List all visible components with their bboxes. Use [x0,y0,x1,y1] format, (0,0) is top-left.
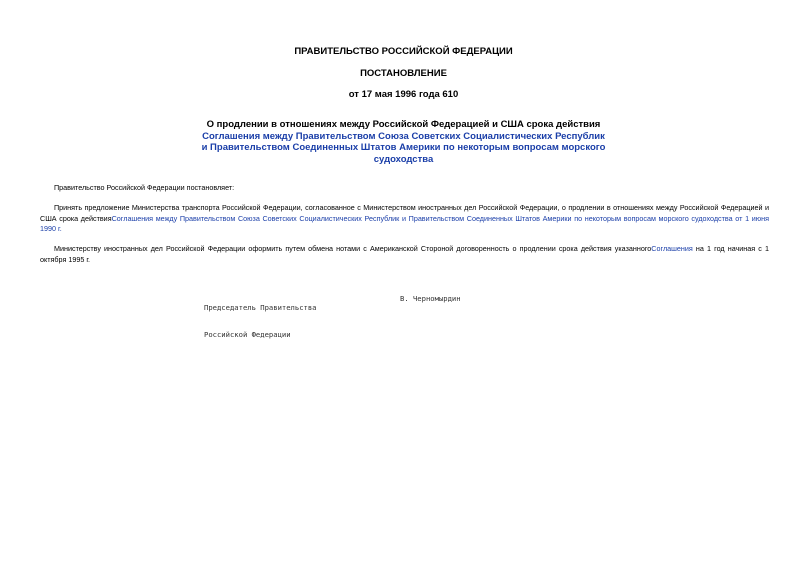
paragraph-text: Министерству иностранных дел Российской Федерации оформить путем обмена нотами с Американской Стороной договоренность о продлении срока действия указанного [54,244,652,253]
agreement-short-link[interactable]: Соглашения [651,244,693,253]
document-type: ПОСТАНОВЛЕНИЕ [360,68,447,79]
agreement-link[interactable]: Соглашения между Правительством Союза Советских Социалистических Республик и Правительством Соединенных Штатов Америки по некоторым вопросам морского судоходства от 1 июня 1990 г. [40,213,769,234]
signature-title-line1: Председатель Правительства [204,303,317,312]
title-agreement-link[interactable]: Соглашения между Правительством Союза Советских Социалистических Республик и Правительством Соединенных Штатов Америки по некоторым вопросам морского судоходства [201,130,606,165]
government-header: ПРАВИТЕЛЬСТВО РОССИЙСКОЙ ФЕДЕРАЦИИ [294,46,513,57]
paragraph-tail: на 1 год начиная с 1 октября 1995 г. [40,244,769,264]
signature-block [204,285,461,366]
signature-title-line2: Российской Федерации [204,330,291,339]
document-date: от 17 мая 1996 года 610 [348,89,459,100]
paragraph-text: Принять предложение Министерства транспорта Российской Федерации, согласованное с Министерством иностранных дел Российской Федерации, о продлении в отношениях между Российской Федерацией и США срока действия [40,203,769,223]
paragraph-accept-proposal [40,203,769,235]
document-title [200,119,607,165]
paragraph-decree: Правительство Российской Федерации постановляет: [54,183,235,192]
title-text: О продлении в отношениях между Российской Федерацией и США срока действия [206,119,601,130]
paragraph-mfa-instruction [40,244,769,265]
signatory-name: В. Черномырдин [400,294,461,303]
